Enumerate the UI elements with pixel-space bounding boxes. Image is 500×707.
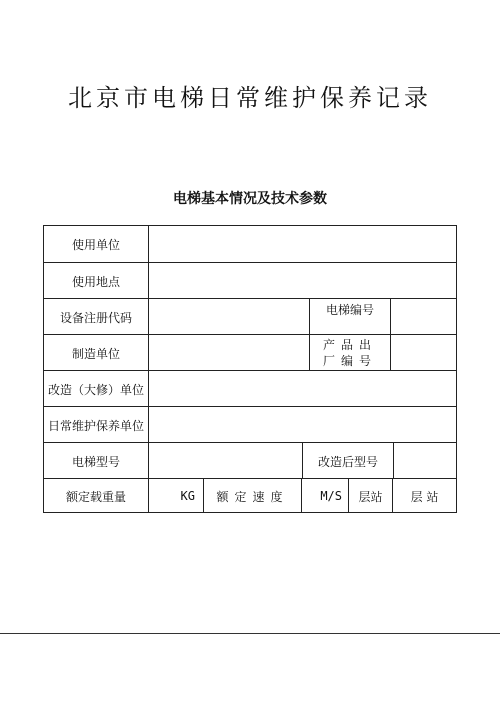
value-renovation-unit[interactable] <box>148 371 456 407</box>
value-model-after-renovation[interactable] <box>393 443 456 479</box>
label-registration-code: 设备注册代码 <box>59 310 132 325</box>
unit-kg: KG <box>148 479 203 513</box>
label-use-location: 使用地点 <box>71 274 120 289</box>
value-elevator-number[interactable] <box>390 299 456 335</box>
value-elevator-model[interactable] <box>148 443 302 479</box>
section-subtitle: 电梯基本情况及技术参数 <box>173 191 327 207</box>
label-elevator-model: 电梯型号 <box>71 454 120 469</box>
value-use-location[interactable] <box>148 263 456 299</box>
label-use-unit: 使用单位 <box>71 237 120 252</box>
row-elevator-model <box>44 442 456 479</box>
label-rated-load: 额定载重量 <box>65 489 126 504</box>
label-rated-speed: 额定速度 <box>203 479 301 513</box>
row-renovation-unit <box>44 370 456 407</box>
value-registration-code[interactable] <box>148 299 309 335</box>
row-maintenance-unit <box>44 406 456 443</box>
row-rated-parameters <box>44 478 456 513</box>
value-use-unit[interactable] <box>148 226 456 262</box>
label-maintenance-unit: 日常维护保养单位 <box>47 418 144 433</box>
unit-ms: M/S <box>301 479 348 513</box>
row-manufacturer <box>44 334 456 371</box>
label-floors-station-2: 层 站 <box>392 479 456 513</box>
row-use-location <box>44 262 456 299</box>
row-use-unit <box>44 226 456 262</box>
label-renovation-unit: 改造（大修）单位 <box>47 382 144 397</box>
label-floors-station: 层站 <box>348 479 392 513</box>
footer-divider <box>0 633 500 634</box>
label-factory-number <box>309 335 390 371</box>
label-manufacturer: 制造单位 <box>71 346 120 361</box>
elevator-info-table <box>43 225 457 513</box>
row-registration-code <box>44 298 456 335</box>
label-factory-number-line1: 产品出 <box>322 338 377 352</box>
value-maintenance-unit[interactable] <box>148 407 456 443</box>
value-manufacturer[interactable] <box>148 335 309 371</box>
document-title: 北京市电梯日常维护保养记录 <box>68 84 432 112</box>
value-factory-number[interactable] <box>390 335 456 371</box>
label-model-after-renovation: 改造后型号 <box>302 443 393 479</box>
label-elevator-number: 电梯编号 <box>309 299 390 335</box>
label-factory-number-line2: 厂编号 <box>322 354 377 368</box>
